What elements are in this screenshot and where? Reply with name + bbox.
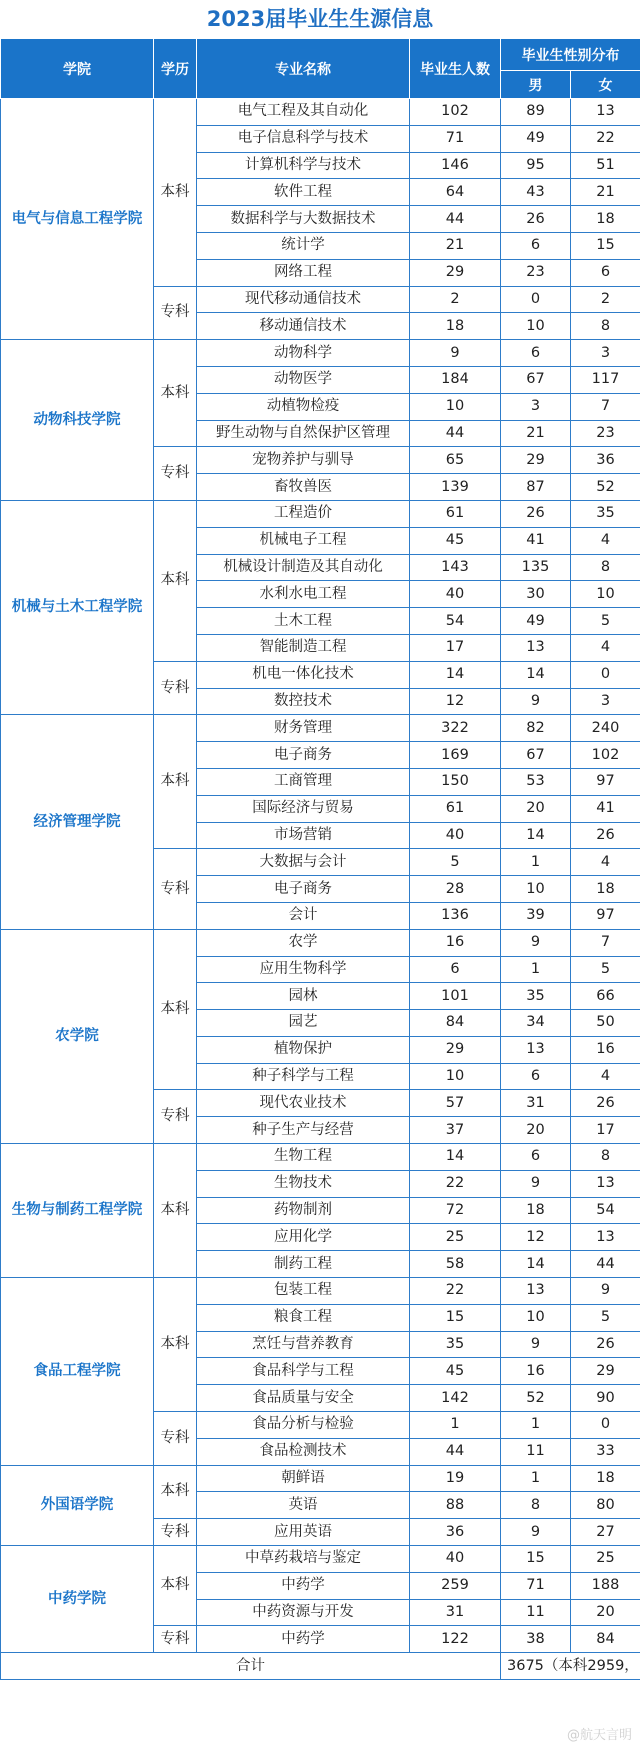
major-name: 食品科学与工程	[197, 1358, 410, 1385]
female-count: 36	[571, 447, 640, 474]
table-row	[1, 99, 640, 126]
male-count: 13	[501, 1278, 571, 1305]
graduate-count: 150	[410, 768, 501, 795]
male-count: 9	[501, 1331, 571, 1358]
male-count: 89	[501, 99, 571, 126]
graduate-count: 40	[410, 822, 501, 849]
male-count: 53	[501, 768, 571, 795]
graduate-count: 14	[410, 1144, 501, 1171]
male-count: 29	[501, 447, 571, 474]
college-name: 生物与制药工程学院	[1, 1144, 154, 1278]
male-count: 21	[501, 420, 571, 447]
female-count: 102	[571, 742, 640, 769]
education-level: 专科	[154, 1519, 197, 1546]
female-count: 5	[571, 608, 640, 635]
graduate-count: 44	[410, 1438, 501, 1465]
major-name: 市场营销	[197, 822, 410, 849]
female-count: 2	[571, 286, 640, 313]
major-name: 财务管理	[197, 715, 410, 742]
male-count: 135	[501, 554, 571, 581]
male-count: 13	[501, 1036, 571, 1063]
female-count: 26	[571, 1090, 640, 1117]
female-count: 54	[571, 1197, 640, 1224]
graduate-count: 61	[410, 500, 501, 527]
major-name: 会计	[197, 902, 410, 929]
graduate-count: 22	[410, 1170, 501, 1197]
graduate-count: 65	[410, 447, 501, 474]
female-count: 18	[571, 1465, 640, 1492]
major-name: 国际经济与贸易	[197, 795, 410, 822]
table-body	[1, 99, 640, 1680]
major-name: 动物医学	[197, 366, 410, 393]
graduate-count: 29	[410, 1036, 501, 1063]
graduate-count: 45	[410, 1358, 501, 1385]
major-name: 应用生物科学	[197, 956, 410, 983]
female-count: 29	[571, 1358, 640, 1385]
female-count: 66	[571, 983, 640, 1010]
table-row	[1, 1465, 640, 1492]
male-count: 6	[501, 1144, 571, 1171]
major-name: 电子信息科学与技术	[197, 125, 410, 152]
major-name: 现代移动通信技术	[197, 286, 410, 313]
education-level: 本科	[154, 1144, 197, 1278]
female-count: 25	[571, 1546, 640, 1573]
page-title: 2023届毕业生生源信息	[206, 7, 434, 31]
female-count: 44	[571, 1251, 640, 1278]
header-college: 学院	[1, 39, 154, 99]
major-name: 软件工程	[197, 179, 410, 206]
male-count: 41	[501, 527, 571, 554]
graduate-count: 37	[410, 1117, 501, 1144]
graduate-count: 15	[410, 1304, 501, 1331]
female-count: 90	[571, 1385, 640, 1412]
major-name: 食品质量与安全	[197, 1385, 410, 1412]
graduate-count: 58	[410, 1251, 501, 1278]
female-count: 15	[571, 232, 640, 259]
major-name: 中药资源与开发	[197, 1599, 410, 1626]
male-count: 1	[501, 849, 571, 876]
female-count: 3	[571, 340, 640, 367]
college-name: 经济管理学院	[1, 715, 154, 929]
graduate-count: 71	[410, 125, 501, 152]
graduate-count: 57	[410, 1090, 501, 1117]
graduate-count: 35	[410, 1331, 501, 1358]
header-gender: 毕业生性别分布	[501, 39, 640, 71]
graduate-count: 72	[410, 1197, 501, 1224]
female-count: 13	[571, 99, 640, 126]
male-count: 14	[501, 1251, 571, 1278]
major-name: 包装工程	[197, 1278, 410, 1305]
graduate-count: 16	[410, 929, 501, 956]
female-count: 0	[571, 661, 640, 688]
female-count: 4	[571, 634, 640, 661]
female-count: 50	[571, 1010, 640, 1037]
header-count: 毕业生人数	[410, 39, 501, 99]
male-count: 20	[501, 1117, 571, 1144]
graduate-count: 22	[410, 1278, 501, 1305]
education-level: 本科	[154, 715, 197, 849]
graduate-count: 259	[410, 1572, 501, 1599]
male-count: 82	[501, 715, 571, 742]
female-count: 18	[571, 206, 640, 233]
total-value: 3675（本科2959，	[501, 1653, 640, 1680]
education-level: 本科	[154, 1278, 197, 1412]
male-count: 11	[501, 1599, 571, 1626]
male-count: 95	[501, 152, 571, 179]
major-name: 数控技术	[197, 688, 410, 715]
graduate-count: 6	[410, 956, 501, 983]
education-level: 本科	[154, 340, 197, 447]
female-count: 4	[571, 849, 640, 876]
major-name: 大数据与会计	[197, 849, 410, 876]
education-level: 专科	[154, 661, 197, 715]
male-count: 14	[501, 822, 571, 849]
graduate-count: 10	[410, 393, 501, 420]
female-count: 33	[571, 1438, 640, 1465]
total-row	[1, 1653, 640, 1680]
graduate-table	[0, 38, 640, 1680]
male-count: 49	[501, 125, 571, 152]
female-count: 10	[571, 581, 640, 608]
major-name: 烹饪与营养教育	[197, 1331, 410, 1358]
education-level: 本科	[154, 99, 197, 287]
table-row	[1, 1144, 640, 1171]
female-count: 13	[571, 1170, 640, 1197]
male-count: 12	[501, 1224, 571, 1251]
major-name: 统计学	[197, 232, 410, 259]
male-count: 6	[501, 340, 571, 367]
major-name: 移动通信技术	[197, 313, 410, 340]
table-row	[1, 929, 640, 956]
female-count: 26	[571, 1331, 640, 1358]
graduate-count: 25	[410, 1224, 501, 1251]
education-level: 专科	[154, 1090, 197, 1144]
major-name: 畜牧兽医	[197, 474, 410, 501]
graduate-count: 40	[410, 1546, 501, 1573]
female-count: 7	[571, 393, 640, 420]
male-count: 10	[501, 876, 571, 903]
female-count: 117	[571, 366, 640, 393]
female-count: 4	[571, 1063, 640, 1090]
female-count: 26	[571, 822, 640, 849]
major-name: 生物技术	[197, 1170, 410, 1197]
major-name: 动物科学	[197, 340, 410, 367]
major-name: 网络工程	[197, 259, 410, 286]
graduate-count: 17	[410, 634, 501, 661]
male-count: 6	[501, 1063, 571, 1090]
graduate-count: 28	[410, 876, 501, 903]
major-name: 中药学	[197, 1572, 410, 1599]
education-level: 专科	[154, 447, 197, 501]
graduate-count: 146	[410, 152, 501, 179]
major-name: 中药学	[197, 1626, 410, 1653]
female-count: 35	[571, 500, 640, 527]
female-count: 0	[571, 1412, 640, 1439]
graduate-count: 44	[410, 420, 501, 447]
college-name: 动物科技学院	[1, 340, 154, 501]
male-count: 39	[501, 902, 571, 929]
graduate-count: 19	[410, 1465, 501, 1492]
education-level: 本科	[154, 500, 197, 661]
major-name: 食品分析与检验	[197, 1412, 410, 1439]
male-count: 38	[501, 1626, 571, 1653]
female-count: 5	[571, 1304, 640, 1331]
male-count: 8	[501, 1492, 571, 1519]
female-count: 23	[571, 420, 640, 447]
female-count: 51	[571, 152, 640, 179]
major-name: 土木工程	[197, 608, 410, 635]
graduate-count: 139	[410, 474, 501, 501]
male-count: 34	[501, 1010, 571, 1037]
female-count: 84	[571, 1626, 640, 1653]
major-name: 朝鲜语	[197, 1465, 410, 1492]
male-count: 31	[501, 1090, 571, 1117]
table-row	[1, 1278, 640, 1305]
graduate-count: 5	[410, 849, 501, 876]
major-name: 野生动物与自然保护区管理	[197, 420, 410, 447]
graduate-count: 54	[410, 608, 501, 635]
major-name: 应用化学	[197, 1224, 410, 1251]
major-name: 数据科学与大数据技术	[197, 206, 410, 233]
major-name: 现代农业技术	[197, 1090, 410, 1117]
header-female: 女	[571, 71, 640, 99]
male-count: 23	[501, 259, 571, 286]
header-education: 学历	[154, 39, 197, 99]
graduate-count: 9	[410, 340, 501, 367]
major-name: 食品检测技术	[197, 1438, 410, 1465]
female-count: 6	[571, 259, 640, 286]
graduate-count: 136	[410, 902, 501, 929]
male-count: 52	[501, 1385, 571, 1412]
major-name: 水利水电工程	[197, 581, 410, 608]
graduate-count: 64	[410, 179, 501, 206]
table-row	[1, 715, 640, 742]
graduate-count: 40	[410, 581, 501, 608]
education-level: 本科	[154, 929, 197, 1090]
graduate-count: 18	[410, 313, 501, 340]
major-name: 电气工程及其自动化	[197, 99, 410, 126]
graduate-count: 29	[410, 259, 501, 286]
male-count: 14	[501, 661, 571, 688]
male-count: 1	[501, 1465, 571, 1492]
graduate-count: 21	[410, 232, 501, 259]
male-count: 9	[501, 1519, 571, 1546]
female-count: 9	[571, 1278, 640, 1305]
college-name: 农学院	[1, 929, 154, 1143]
college-name: 外国语学院	[1, 1465, 154, 1545]
graduate-count: 12	[410, 688, 501, 715]
college-name: 电气与信息工程学院	[1, 99, 154, 340]
female-count: 17	[571, 1117, 640, 1144]
education-level: 本科	[154, 1546, 197, 1626]
female-count: 52	[571, 474, 640, 501]
female-count: 21	[571, 179, 640, 206]
male-count: 6	[501, 232, 571, 259]
male-count: 11	[501, 1438, 571, 1465]
major-name: 动植物检疫	[197, 393, 410, 420]
graduate-count: 143	[410, 554, 501, 581]
education-level: 本科	[154, 1465, 197, 1519]
graduate-count: 184	[410, 366, 501, 393]
major-name: 机械电子工程	[197, 527, 410, 554]
male-count: 87	[501, 474, 571, 501]
major-name: 生物工程	[197, 1144, 410, 1171]
male-count: 1	[501, 956, 571, 983]
male-count: 71	[501, 1572, 571, 1599]
female-count: 41	[571, 795, 640, 822]
graduate-count: 322	[410, 715, 501, 742]
female-count: 97	[571, 768, 640, 795]
male-count: 67	[501, 742, 571, 769]
male-count: 15	[501, 1546, 571, 1573]
graduate-count: 169	[410, 742, 501, 769]
male-count: 20	[501, 795, 571, 822]
major-name: 计算机科学与技术	[197, 152, 410, 179]
male-count: 67	[501, 366, 571, 393]
male-count: 35	[501, 983, 571, 1010]
table-row	[1, 500, 640, 527]
education-level: 专科	[154, 849, 197, 929]
male-count: 0	[501, 286, 571, 313]
major-name: 农学	[197, 929, 410, 956]
female-count: 8	[571, 554, 640, 581]
college-name: 机械与土木工程学院	[1, 500, 154, 714]
female-count: 97	[571, 902, 640, 929]
major-name: 工程造价	[197, 500, 410, 527]
female-count: 18	[571, 876, 640, 903]
graduate-count: 88	[410, 1492, 501, 1519]
graduate-count: 10	[410, 1063, 501, 1090]
major-name: 智能制造工程	[197, 634, 410, 661]
female-count: 8	[571, 313, 640, 340]
major-name: 种子生产与经营	[197, 1117, 410, 1144]
female-count: 5	[571, 956, 640, 983]
male-count: 18	[501, 1197, 571, 1224]
male-count: 30	[501, 581, 571, 608]
female-count: 22	[571, 125, 640, 152]
male-count: 26	[501, 500, 571, 527]
female-count: 3	[571, 688, 640, 715]
major-name: 工商管理	[197, 768, 410, 795]
male-count: 10	[501, 313, 571, 340]
female-count: 4	[571, 527, 640, 554]
graduate-count: 14	[410, 661, 501, 688]
major-name: 宠物养护与驯导	[197, 447, 410, 474]
major-name: 粮食工程	[197, 1304, 410, 1331]
male-count: 49	[501, 608, 571, 635]
college-name: 中药学院	[1, 1546, 154, 1653]
female-count: 27	[571, 1519, 640, 1546]
female-count: 16	[571, 1036, 640, 1063]
major-name: 应用英语	[197, 1519, 410, 1546]
male-count: 10	[501, 1304, 571, 1331]
header-major: 专业名称	[197, 39, 410, 99]
table-row	[1, 340, 640, 367]
education-level: 专科	[154, 286, 197, 340]
major-name: 药物制剂	[197, 1197, 410, 1224]
female-count: 13	[571, 1224, 640, 1251]
graduate-count: 31	[410, 1599, 501, 1626]
major-name: 机械设计制造及其自动化	[197, 554, 410, 581]
graduate-count: 84	[410, 1010, 501, 1037]
female-count: 188	[571, 1572, 640, 1599]
graduate-count: 44	[410, 206, 501, 233]
major-name: 中草药栽培与鉴定	[197, 1546, 410, 1573]
female-count: 80	[571, 1492, 640, 1519]
male-count: 1	[501, 1412, 571, 1439]
major-name: 机电一体化技术	[197, 661, 410, 688]
graduate-count: 45	[410, 527, 501, 554]
female-count: 20	[571, 1599, 640, 1626]
total-label: 合计	[1, 1653, 501, 1680]
male-count: 3	[501, 393, 571, 420]
graduate-count: 1	[410, 1412, 501, 1439]
male-count: 9	[501, 1170, 571, 1197]
male-count: 9	[501, 688, 571, 715]
graduate-count: 36	[410, 1519, 501, 1546]
major-name: 英语	[197, 1492, 410, 1519]
major-name: 园林	[197, 983, 410, 1010]
graduate-count: 2	[410, 286, 501, 313]
major-name: 园艺	[197, 1010, 410, 1037]
male-count: 16	[501, 1358, 571, 1385]
male-count: 26	[501, 206, 571, 233]
male-count: 43	[501, 179, 571, 206]
female-count: 7	[571, 929, 640, 956]
graduate-count: 101	[410, 983, 501, 1010]
table-row	[1, 1546, 640, 1573]
female-count: 240	[571, 715, 640, 742]
female-count: 8	[571, 1144, 640, 1171]
education-level: 专科	[154, 1626, 197, 1653]
graduate-count: 61	[410, 795, 501, 822]
male-count: 9	[501, 929, 571, 956]
college-name: 食品工程学院	[1, 1278, 154, 1466]
major-name: 电子商务	[197, 876, 410, 903]
graduate-count: 122	[410, 1626, 501, 1653]
graduate-count: 142	[410, 1385, 501, 1412]
male-count: 13	[501, 634, 571, 661]
watermark: @航天言明	[566, 1728, 632, 1743]
education-level: 专科	[154, 1412, 197, 1466]
major-name: 电子商务	[197, 742, 410, 769]
major-name: 植物保护	[197, 1036, 410, 1063]
header-male: 男	[501, 71, 571, 99]
major-name: 种子科学与工程	[197, 1063, 410, 1090]
graduate-count: 102	[410, 99, 501, 126]
major-name: 制药工程	[197, 1251, 410, 1278]
